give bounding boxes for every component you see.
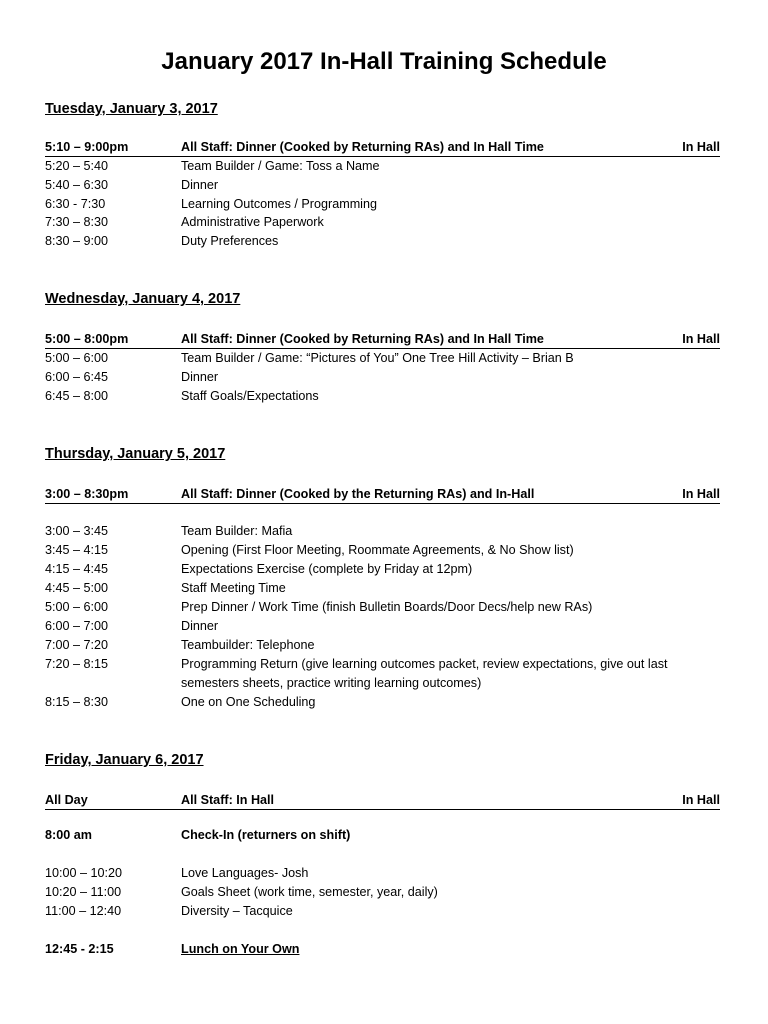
main-location: In Hall — [682, 140, 720, 154]
row-time: 12:45 - 2:15 — [45, 942, 114, 956]
main-row-wednesday — [45, 330, 720, 349]
row-time: 11:00 – 12:40 — [45, 904, 122, 918]
row-time: 5:00 – 6:00 — [45, 351, 109, 365]
row-activity: Dinner — [181, 370, 219, 384]
row-activity: Duty Preferences — [181, 234, 279, 248]
row-activity: Goals Sheet (work time, semester, year, daily) — [181, 885, 438, 899]
main-activity: All Staff: Dinner (Cooked by Returning RAs) and In Hall Time — [181, 332, 544, 346]
row-activity: Staff Meeting Time — [181, 581, 286, 595]
row-time: 6:45 – 8:00 — [45, 389, 109, 403]
row-time: 5:00 – 6:00 — [45, 600, 109, 614]
row-time: 10:00 – 10:20 — [45, 866, 123, 880]
row-activity: Team Builder: Mafia — [181, 524, 293, 538]
main-row-thursday — [45, 485, 720, 504]
main-location: In Hall — [682, 332, 720, 346]
row-activity: Staff Goals/Expectations — [181, 389, 319, 403]
row-time: 6:00 – 7:00 — [45, 619, 109, 633]
main-time: All Day — [45, 793, 88, 807]
row-time: 3:45 – 4:15 — [45, 543, 109, 557]
day-heading-friday: Friday, January 6, 2017 — [45, 752, 204, 768]
row-activity: Learning Outcomes / Programming — [181, 197, 377, 211]
main-activity: All Staff: In Hall — [181, 793, 275, 807]
main-activity: All Staff: Dinner (Cooked by the Returning RAs) and In-Hall — [181, 487, 535, 501]
row-time: 6:30 - 7:30 — [45, 197, 106, 211]
row-activity: Lunch on Your Own — [181, 942, 300, 956]
row-activity: Prep Dinner / Work Time (finish Bulletin Boards/Door Decs/help new RAs) — [181, 600, 593, 614]
row-time: 10:20 – 11:00 — [45, 885, 122, 899]
row-activity: Programming Return (give learning outcomes packet, review expectations, give out last — [181, 657, 668, 671]
row-time: 7:20 – 8:15 — [45, 657, 109, 671]
row-activity: Administrative Paperwork — [181, 215, 324, 229]
row-time: 7:00 – 7:20 — [45, 638, 109, 652]
row-activity: Dinner — [181, 178, 219, 192]
row-time: 5:20 – 5:40 — [45, 159, 109, 173]
row-activity: Diversity – Tacquice — [181, 904, 293, 918]
row-activity: Dinner — [181, 619, 219, 633]
main-location: In Hall — [682, 793, 720, 807]
day-heading-tuesday: Tuesday, January 3, 2017 — [45, 101, 218, 117]
day-heading-thursday: Thursday, January 5, 2017 — [45, 446, 226, 462]
row-time: 8:00 am — [45, 828, 92, 842]
row-time: 8:30 – 9:00 — [45, 234, 109, 248]
main-location: In Hall — [682, 487, 720, 501]
row-time: 6:00 – 6:45 — [45, 370, 109, 384]
page-title: January 2017 In-Hall Training Schedule — [161, 48, 607, 75]
row-time: 3:00 – 3:45 — [45, 524, 109, 538]
main-time: 5:10 – 9:00pm — [45, 140, 129, 154]
row-time: 8:15 – 8:30 — [45, 695, 109, 709]
row-activity: Love Languages- Josh — [181, 866, 309, 880]
row-activity: Opening (First Floor Meeting, Roommate Agreements, & No Show list) — [181, 543, 574, 557]
row-activity: Teambuilder: Telephone — [181, 638, 315, 652]
row-activity-continued: semesters sheets, practice writing learning outcomes) — [181, 676, 482, 690]
row-time: 4:45 – 5:00 — [45, 581, 109, 595]
row-time: 5:40 – 6:30 — [45, 178, 109, 192]
row-activity: One on One Scheduling — [181, 695, 316, 709]
row-activity: Expectations Exercise (complete by Friday at 12pm) — [181, 562, 473, 576]
row-activity: Check-In (returners on shift) — [181, 828, 351, 842]
row-time: 7:30 – 8:30 — [45, 215, 109, 229]
main-row-tuesday — [45, 138, 720, 157]
main-row-friday — [45, 791, 720, 810]
row-activity: Team Builder / Game: “Pictures of You” One Tree Hill Activity – Brian B — [181, 351, 574, 365]
row-time: 4:15 – 4:45 — [45, 562, 109, 576]
main-activity: All Staff: Dinner (Cooked by Returning RAs) and In Hall Time — [181, 140, 544, 154]
main-time: 5:00 – 8:00pm — [45, 332, 129, 346]
day-heading-wednesday: Wednesday, January 4, 2017 — [45, 291, 241, 307]
main-time: 3:00 – 8:30pm — [45, 487, 129, 501]
row-activity: Team Builder / Game: Toss a Name — [181, 159, 380, 173]
